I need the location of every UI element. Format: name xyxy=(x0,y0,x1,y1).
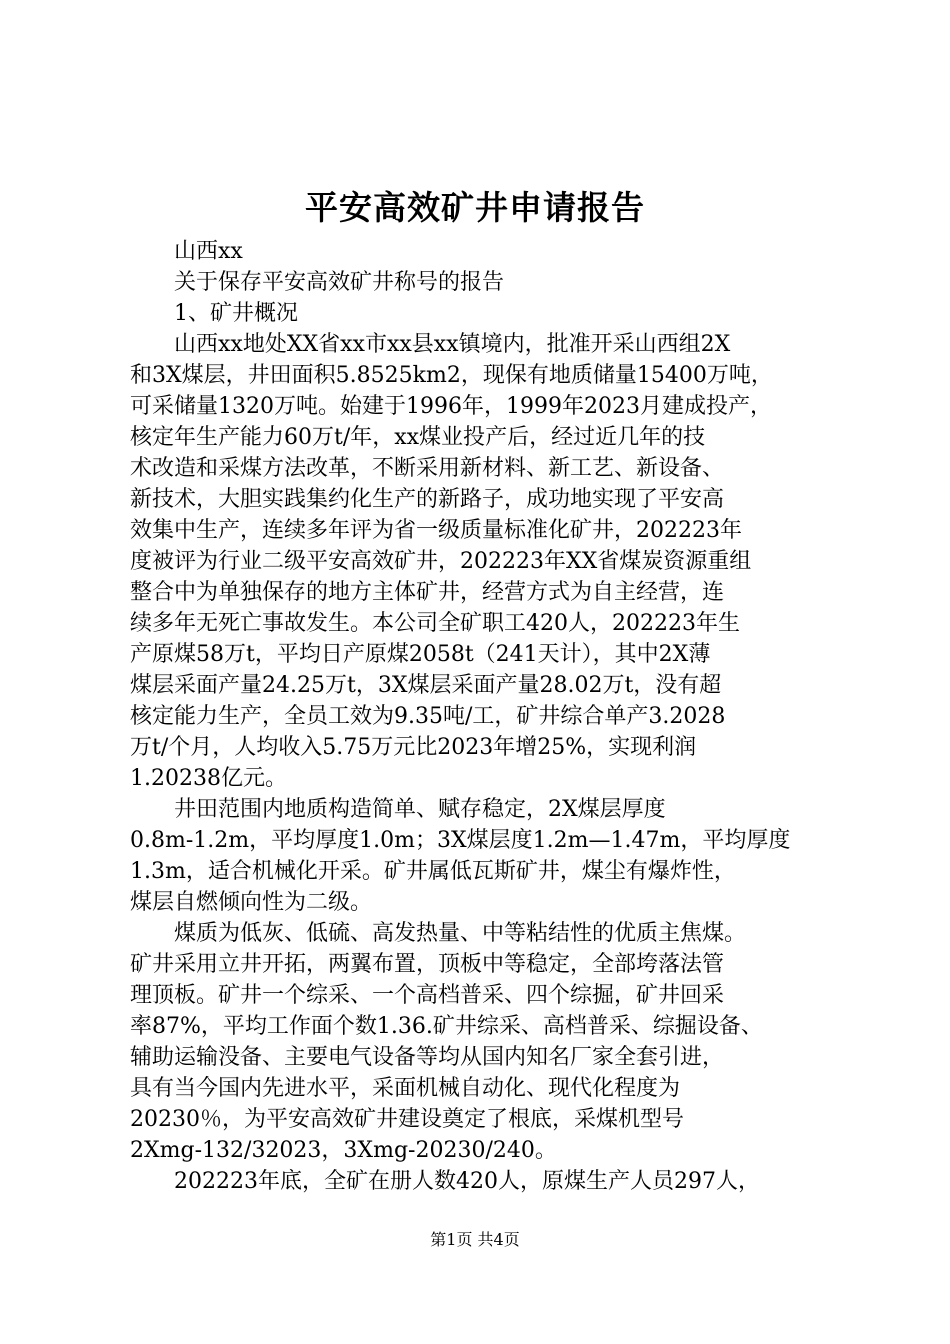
body-line: 理顶板。矿井一个综采、一个高档普采、四个综掘，矿井回采 xyxy=(130,983,725,1008)
body-line: 可采储量1320万吨。始建于1996年，1999年2023月建成投产， xyxy=(130,394,772,419)
body-line: 和3X煤层，井田面积5.8525km2，现保有地质储量15400万吨， xyxy=(130,363,773,388)
body-line: 核定年生产能力60万t/年，xx煤业投产后，经过近几年的技 xyxy=(130,425,706,450)
document-title: 平安高效矿井申请报告 xyxy=(305,188,645,227)
body-line: 1.3m，适合机械化开采。矿井属低瓦斯矿井，煤尘有爆炸性， xyxy=(130,859,736,884)
body-line: 关于保存平安高效矿井称号的报告 xyxy=(174,270,505,295)
body-line: 效集中生产，连续多年评为省一级质量标准化矿井，202223年 xyxy=(130,518,742,543)
body-line: 202223年底，全矿在册人数420人，原煤生产人员297人， xyxy=(174,1169,760,1194)
body-line: 矿井采用立井开拓，两翼布置，顶板中等稳定，全部垮落法管 xyxy=(130,952,725,977)
body-line: 山西xx地处XX省xx市xx县xx镇境内，批准开采山西组2X xyxy=(174,332,731,357)
body-line: 具有当今国内先进水平，采面机械自动化、现代化程度为 xyxy=(130,1076,681,1101)
document-body xyxy=(130,236,830,1197)
page-footer: 第1页 共4页 xyxy=(430,1230,520,1249)
body-line: 煤层采面产量24.25万t，3X煤层采面产量28.02万t，没有超 xyxy=(130,673,722,698)
body-line: 万t/个月，人均收入5.75万元比2023年增25%，实现利润 xyxy=(130,735,697,760)
body-line: 20230％，为平安高效矿井建设奠定了根底，采煤机型号 xyxy=(130,1107,684,1132)
body-line: 煤质为低灰、低硫、高发热量、中等粘结性的优质主焦煤。 xyxy=(174,921,747,946)
body-line: 术改造和采煤方法改革，不断采用新材料、新工艺、新设备、 xyxy=(130,456,725,481)
body-line: 辅助运输没备、主要电气设备等均从国内知名厂家全套引进， xyxy=(130,1045,725,1070)
body-line: 产原煤58万t，平均日产原煤2058t（241天计），其中2X薄 xyxy=(130,642,711,667)
body-line: 井田范围内地质构造简单、赋存稳定，2X煤层厚度 xyxy=(174,797,666,822)
body-line: 整合中为单独保存的地方主体矿井，经营方式为自主经营，连 xyxy=(130,580,725,605)
body-line: 核定能力生产，全员工效为9.35吨/工，矿井综合单产3.2028 xyxy=(130,704,726,729)
body-line: 山西xx xyxy=(174,239,243,264)
body-line: 新技术，大胆实践集约化生产的新路子，成功地实现了平安高 xyxy=(130,487,725,512)
body-line: 率87%，平均工作面个数1.36.矿井综采、高档普采、综掘设备、 xyxy=(130,1014,763,1039)
body-line: 1、矿井概况 xyxy=(174,301,298,326)
body-line: 1.20238亿元。 xyxy=(130,766,287,791)
body-line: 2Xmg-132/32023，3Xmg-20230/240。 xyxy=(130,1138,557,1163)
body-line: 煤层自燃倾向性为二级。 xyxy=(130,890,373,915)
body-line: 0.8m-1.2m，平均厚度1.0m；3X煤层度1.2m—1.47m，平均厚度 xyxy=(130,828,791,853)
body-line: 续多年无死亡事故发生。本公司全矿职工420人，202223年生 xyxy=(130,611,740,636)
body-line: 度被评为行业二级平安高效矿井，202223年XX省煤炭资源重组 xyxy=(130,549,752,574)
